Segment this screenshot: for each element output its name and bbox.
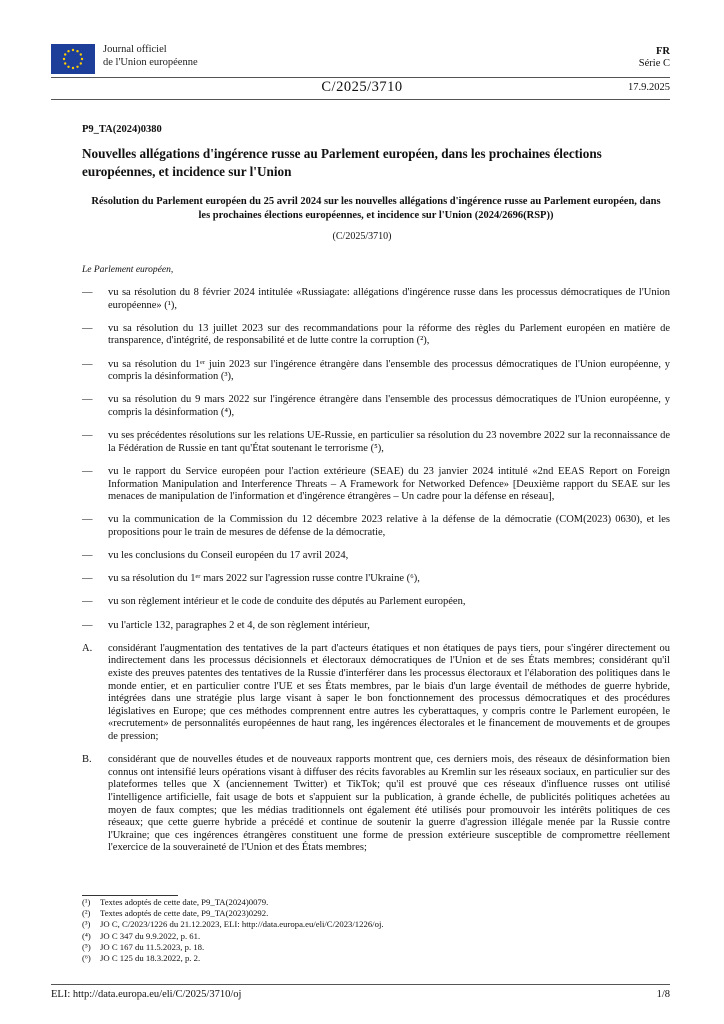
document-subtitle: Résolution du Parlement européen du 25 avril 2024 sur les nouvelles allégations d'ingérence russe au Parlement européen, dans les prochaines élections européennes, et incidence sur l'Union (2024/2696(RSP)) bbox=[91, 196, 661, 221]
item-marker: — bbox=[82, 358, 93, 370]
item-marker: — bbox=[82, 596, 93, 608]
flag-star bbox=[72, 49, 74, 51]
header-divider bbox=[51, 77, 670, 78]
footnote-mark: (⁴) bbox=[82, 930, 91, 941]
item-text: vu sa résolution du 1ᵉʳ mars 2022 sur l'agression russe contre l'Ukraine (⁶), bbox=[108, 573, 420, 585]
header-divider-bottom bbox=[51, 99, 670, 100]
item-text: vu le rapport du Service européen pour l'action extérieure (SEAE) du 23 janvier 2024 intitulé «2nd EEAS Report on Foreign Information Manipulation and Interference Threats – A Framework for Networked Defence» [Deuxième rapport du SEAE sur les menaces de manipulation de l'information et d'ingérence étrangères – Un cadre pour la défense en réseau], bbox=[108, 465, 670, 503]
opening-phrase: Le Parlement européen, bbox=[82, 265, 174, 275]
item-marker: — bbox=[82, 514, 93, 526]
item-text: vu sa résolution du 8 février 2024 intitulée «Russiagate: allégations d'ingérence russe dans les processus démocratiques de l'Union européenne» (¹), bbox=[108, 287, 670, 311]
publication-name bbox=[103, 43, 198, 69]
item-marker: — bbox=[82, 465, 93, 477]
item-marker: B. bbox=[82, 754, 92, 766]
flag-star bbox=[80, 62, 82, 64]
item-text: vu les conclusions du Conseil européen du 17 avril 2024, bbox=[108, 550, 349, 562]
flag-star bbox=[76, 50, 78, 52]
item-marker: — bbox=[82, 287, 93, 298]
flag-star bbox=[64, 53, 66, 55]
item-marker: — bbox=[82, 394, 93, 406]
resolution-item bbox=[82, 323, 670, 348]
resolution-item bbox=[82, 287, 670, 312]
footnote-text: JO C 167 du 11.5.2023, p. 18. bbox=[100, 941, 205, 952]
flag-star bbox=[64, 62, 66, 64]
item-marker: — bbox=[82, 573, 93, 585]
flag-star bbox=[67, 50, 69, 52]
footnote-text: JO C 347 du 9.9.2022, p. 61. bbox=[100, 930, 201, 941]
page-number: 1/8 bbox=[656, 989, 670, 1000]
footnote bbox=[82, 897, 384, 908]
item-text: vu la communication de la Commission du 12 décembre 2023 relative à la défense de la démocratie (COM(2023) 0630), et les propositions pour le train de mesures de défense de la démocratie, bbox=[108, 514, 670, 538]
document-title: Nouvelles allégations d'ingérence russe au Parlement européen, dans les prochaines élections européennes, et incidence sur l'Union bbox=[82, 146, 602, 179]
item-text: vu sa résolution du 1ᵉʳ juin 2023 sur l'ingérence étrangère dans l'ensemble des processus démocratiques de l'Union européenne, y compris la désinformation (³), bbox=[108, 358, 670, 383]
flag-star bbox=[81, 58, 83, 60]
footnote-mark: (³) bbox=[82, 919, 91, 930]
item-text: vu ses précédentes résolutions sur les relations UE-Russie, en particulier sa résolution du 23 novembre 2022 sur la reconnaissance de la Fédération de Russie en tant qu'État soutenant le terrorisme (⁵), bbox=[108, 430, 670, 454]
footnote-mark: (⁵) bbox=[82, 941, 91, 952]
resolution-item bbox=[82, 514, 670, 539]
footnote bbox=[82, 953, 384, 964]
item-text: vu sa résolution du 9 mars 2022 sur l'ingérence étrangère dans l'ensemble des processus démocratiques de l'Union européenne, y compris la désinformation (⁴), bbox=[108, 394, 670, 418]
resolution-item bbox=[82, 573, 670, 586]
flag-star bbox=[80, 53, 82, 55]
flag-star bbox=[76, 66, 78, 68]
footnote-text: JO C, C/2023/1226 du 21.12.2023, ELI: http://data.europa.eu/eli/C/2023/1226/oj. bbox=[100, 919, 384, 930]
flag-star bbox=[72, 67, 74, 69]
footer-divider bbox=[51, 984, 670, 985]
item-text: vu l'article 132, paragraphes 2 et 4, de son règlement intérieur, bbox=[108, 619, 370, 631]
item-text: considérant l'augmentation des tentatives de la part d'acteurs étatiques et non étatiques de pays tiers, pour s'ingérer directement ou indirectement dans les processus décisionnels et électoraux démocratiques de l'Union et de ses États membres; considérant qu'il existe des preuves patentes des tentatives de la Russie d'interférer dans les processus électoraux et l'élaboration des politiques dans le monde entier, et en particulier contre l'UE et ses États membres, par le biais d'un large éventail de méthodes de guerre hybride, intégrées dans une stratégie plus large visant à saper le bon fonctionnement des processus démocratiques et des procédures législatives en Europe; que ces méthodes comprennent entre autres les cyberattaques, y compris contre le Parlement européen, le «recrutement» de personnalités européennes de haut rang, les ingérences électorales et le financement de mouvements et de groupes de pression; bbox=[108, 642, 670, 742]
series-info bbox=[639, 46, 670, 70]
resolution-item bbox=[82, 643, 670, 744]
flag-star bbox=[63, 58, 65, 60]
footnote bbox=[82, 919, 384, 930]
item-text: vu son règlement intérieur et le code de conduite des députés au Parlement européen, bbox=[108, 596, 466, 608]
procedure-reference: P9_TA(2024)0380 bbox=[82, 124, 162, 135]
resolution-item bbox=[82, 359, 670, 384]
footnote bbox=[82, 908, 384, 919]
item-marker: — bbox=[82, 550, 93, 562]
flag-star bbox=[67, 66, 69, 68]
item-marker: — bbox=[82, 430, 93, 442]
footnote-text: JO C 125 du 18.3.2022, p. 2. bbox=[100, 953, 201, 964]
footnote-text: Textes adoptés de cette date, P9_TA(2023)0292. bbox=[100, 908, 269, 919]
publication-line-1: Journal officiel bbox=[103, 44, 167, 55]
footnote-text: Textes adoptés de cette date, P9_TA(2024)0079. bbox=[100, 897, 269, 907]
resolution-item bbox=[82, 466, 670, 504]
publication-line-2: de l'Union européenne bbox=[103, 57, 198, 68]
resolution-item bbox=[82, 550, 670, 563]
resolution-item bbox=[82, 596, 670, 609]
footnote bbox=[82, 942, 384, 953]
document-number: C/2025/3710 bbox=[321, 79, 403, 95]
eli-link[interactable]: ELI: http://data.europa.eu/eli/C/2025/3710/oj bbox=[51, 989, 242, 1000]
item-marker: — bbox=[82, 619, 93, 631]
flag-background bbox=[51, 44, 95, 74]
publication-date: 17.9.2025 bbox=[628, 82, 670, 93]
resolution-body bbox=[82, 287, 670, 866]
document-code: (C/2025/3710) bbox=[332, 231, 392, 242]
footnote bbox=[82, 931, 384, 942]
resolution-item bbox=[82, 620, 670, 633]
item-text: vu sa résolution du 13 juillet 2023 sur des recommandations pour la réforme des règles du Parlement européen en matière de transparence, d'intégrité, de responsabilité et de lutte contre la corruption (²), bbox=[108, 322, 670, 347]
footnote-mark: (¹) bbox=[82, 897, 91, 907]
item-text: considérant que de nouvelles études et de nouveaux rapports montrent que, ces derniers mois, des réseaux de désinformation bien connus ont intensifié leurs opérations visant à diffuser des récits favorables au Kremlin sur les réseaux sociaux, en particulier sur des plateformes telles que X (anciennement Twitter) et TikTok; qu'il est prouvé que ces réseaux d'influence russes ont utilisé l'intelligence artificielle, fait usage de bots et s'appuient sur la publication, à grande échelle, de publicités politiques achetées au moyen de faux comptes; que les médias traditionnels ont également été utilisés pour promouvoir les intérêts politiques de ces réseaux; que cette guerre hybride a précédé et continue de soutenir la guerre d'agression illégale menée par la Russie contre l'Ukraine; que ces ingérences étrangères constituent une forme de pression extérieure susceptible de compromettre réellement l'exercice de la souveraineté de l'Union et des États membres; bbox=[108, 754, 670, 854]
resolution-item bbox=[82, 394, 670, 419]
eu-flag-icon bbox=[51, 44, 95, 74]
footnotes bbox=[82, 897, 384, 964]
footnote-mark: (²) bbox=[82, 908, 91, 919]
resolution-item bbox=[82, 430, 670, 455]
item-marker: — bbox=[82, 322, 93, 334]
language-code: FR bbox=[656, 46, 670, 57]
series-label: Série C bbox=[638, 58, 670, 69]
footnote-mark: (⁶) bbox=[82, 953, 91, 964]
resolution-item bbox=[82, 754, 670, 855]
footnote-divider bbox=[82, 895, 178, 896]
item-marker: A. bbox=[82, 642, 93, 654]
